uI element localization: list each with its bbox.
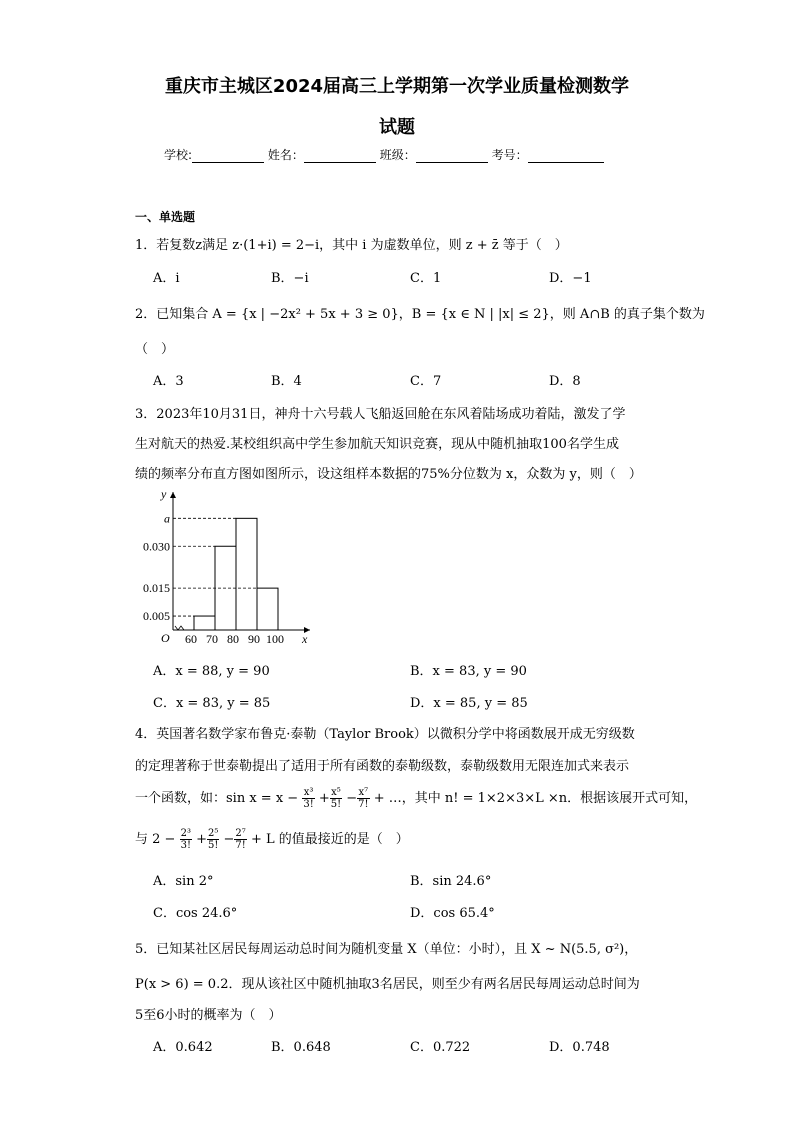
q1-option-a[interactable]: A．i [153,271,180,286]
histogram-bar-90-100 [257,588,278,630]
q2-stem-line2: （ ） [135,342,175,357]
q4-stem-line2: 的定理著称于世泰勒提出了适用于所有函数的泰勒级数，泰勒级数用无限连加式来表示 [135,759,630,774]
q3-stem-line3: 绩的频率分布直方图如图所示，设这组样本数据的75%分位数为 x，众数为 y，则（ ） [135,467,642,482]
name-blank[interactable] [304,150,376,163]
q4-line3-lead: 一个函数，如：sin x = x − [135,791,299,806]
sin-frac-num-3: x⁷ [358,787,369,798]
school-label: 学校: [164,148,193,162]
histogram-bar-60-70 [194,616,215,630]
q4-line4-tail: + L 的值最接近的是（ ） [250,832,409,847]
q4-stem-line4: 与 2 − $\frac{\text{2³}}{3!}$ + $\frac{\text{2⁵}}{5!}$ − $\frac{\text{2⁷}}{7!}$ + L 的值最接近的是（ ） [135,828,409,851]
exam-number-label: 考号： [491,148,528,162]
val-frac-num-1: 2³ [180,828,191,839]
q5-option-b[interactable]: B．0.648 [271,1040,331,1055]
page-title: 重庆市主城区2024届高三上学期第一次学业质量检测数学 [164,76,630,97]
page-title-line2: 试题 [379,117,415,138]
q4-option-d[interactable]: D．cos 65.4° [410,906,495,921]
axis-break [175,626,184,630]
q2-option-a[interactable]: A．3 [153,374,184,389]
class-label: 班级： [379,148,416,162]
q5-option-d[interactable]: D．0.748 [549,1040,610,1055]
class-blank[interactable] [416,150,488,163]
q4-line4-lead: 与 2 − [135,832,176,847]
sin-frac-num-2: x⁵ [331,787,341,798]
q3-stem-line1: 3．2023年10月31日，神舟十六号载人飞船返回舱在东风着陆场成功着陆，激发了学 [135,407,626,422]
x-tick-label-60: 60 [185,632,197,646]
q4-option-a[interactable]: A．sin 2° [153,874,214,889]
histogram-bar-80-90 [236,518,257,630]
q1-option-d[interactable]: D．−1 [549,271,592,286]
y-axis-label: y [161,488,167,501]
val-frac-den-2: 5! [208,840,219,851]
q2-option-d[interactable]: D．8 [549,374,581,389]
q5-stem-line3: 5至6小时的概率为（ ） [135,1008,282,1023]
q2-stem: 2．已知集合 A = {x | −2x² + 5x + 3 ≥ 0}，B = {x ∈ N | |x| ≤ 2}，则 A∩B 的真子集个数为 [135,307,705,322]
q2-option-c[interactable]: C．7 [410,374,442,389]
y-tick-label-0.005: 0.005 [143,609,170,624]
q5-option-a[interactable]: A．0.642 [153,1040,213,1055]
val-frac-den-3: 7! [235,840,246,851]
y-tick-label-a: a [164,511,170,526]
section-heading: 一、单选题 [135,210,196,224]
exam-number-blank[interactable] [528,150,604,163]
student-info-row [164,146,604,163]
q5-stem-line1: 5．已知某社区居民每周运动总时间为随机变量 X（单位：小时），且 X ~ N(5.5, σ²)， [135,942,638,957]
q3-option-b[interactable]: B．x = 83, y = 90 [410,664,527,679]
x-tick-label-80: 80 [227,632,239,646]
name-label: 姓名： [267,148,304,162]
x-tick-label-90: 90 [248,632,260,646]
q2-option-b[interactable]: B．4 [271,374,302,389]
q4-line3-tail: + …，其中 n! = 1×2×3×L ×n．根据该展开式可知， [373,791,698,806]
origin-label: O [161,631,170,645]
q4-option-c[interactable]: C．cos 24.6° [153,906,238,921]
q3-stem-line2: 生对航天的热爱.某校组织高中学生参加航天知识竞赛，现从中随机抽取100名学生成 [135,437,619,452]
q4-option-b[interactable]: B．sin 24.6° [410,874,492,889]
q1-option-c[interactable]: C．1 [410,271,442,286]
q3-option-d[interactable]: D．x = 85, y = 85 [410,696,528,711]
x-tick-label-100: 100 [266,632,284,646]
sin-frac-num-1: x³ [303,787,314,798]
school-blank[interactable] [192,150,264,163]
q4-stem-line3: 一个函数，如：sin x = x − $\frac{\text{x³}}{3!}$ + $\frac{\text{x⁵}}{5!}$ − $\frac{\text{x⁷}}{7!}$ + …，其中 n! = 1×2×3×L ×n．根据该展开式可知， [135,787,698,810]
histogram-chart [128,488,318,648]
y-tick-label-0.030: 0.030 [143,539,170,554]
q5-option-c[interactable]: C．0.722 [410,1040,471,1055]
val-frac-num-3: 2⁷ [235,828,246,839]
q1-option-b[interactable]: B．−i [271,271,309,286]
q3-option-c[interactable]: C．x = 83, y = 85 [153,696,271,711]
val-frac-num-2: 2⁵ [208,828,219,839]
val-frac-den-1: 3! [180,840,191,851]
sin-frac-den-2: 5! [330,799,342,810]
q1-stem: 1．若复数z满足 z·(1+i) = 2−i，其中 i 为虚数单位，则 z + z̄ 等于（ ） [135,238,568,253]
x-tick-label-70: 70 [206,632,218,646]
sin-frac-den-1: 3! [303,799,314,810]
q3-option-a[interactable]: A．x = 88, y = 90 [153,664,270,679]
y-tick-label-0.015: 0.015 [143,581,170,596]
sin-frac-den-3: 7! [358,799,369,810]
q4-stem-line1: 4．英国著名数学家布鲁克·泰勒（Taylor Brook）以微积分学中将函数展开成无穷级数 [135,727,635,742]
q5-stem-line2: P(x > 6) = 0.2．现从该社区中随机抽取3名居民，则至少有两名居民每周运动总时间为 [135,977,640,992]
x-axis-label: x [302,632,308,646]
